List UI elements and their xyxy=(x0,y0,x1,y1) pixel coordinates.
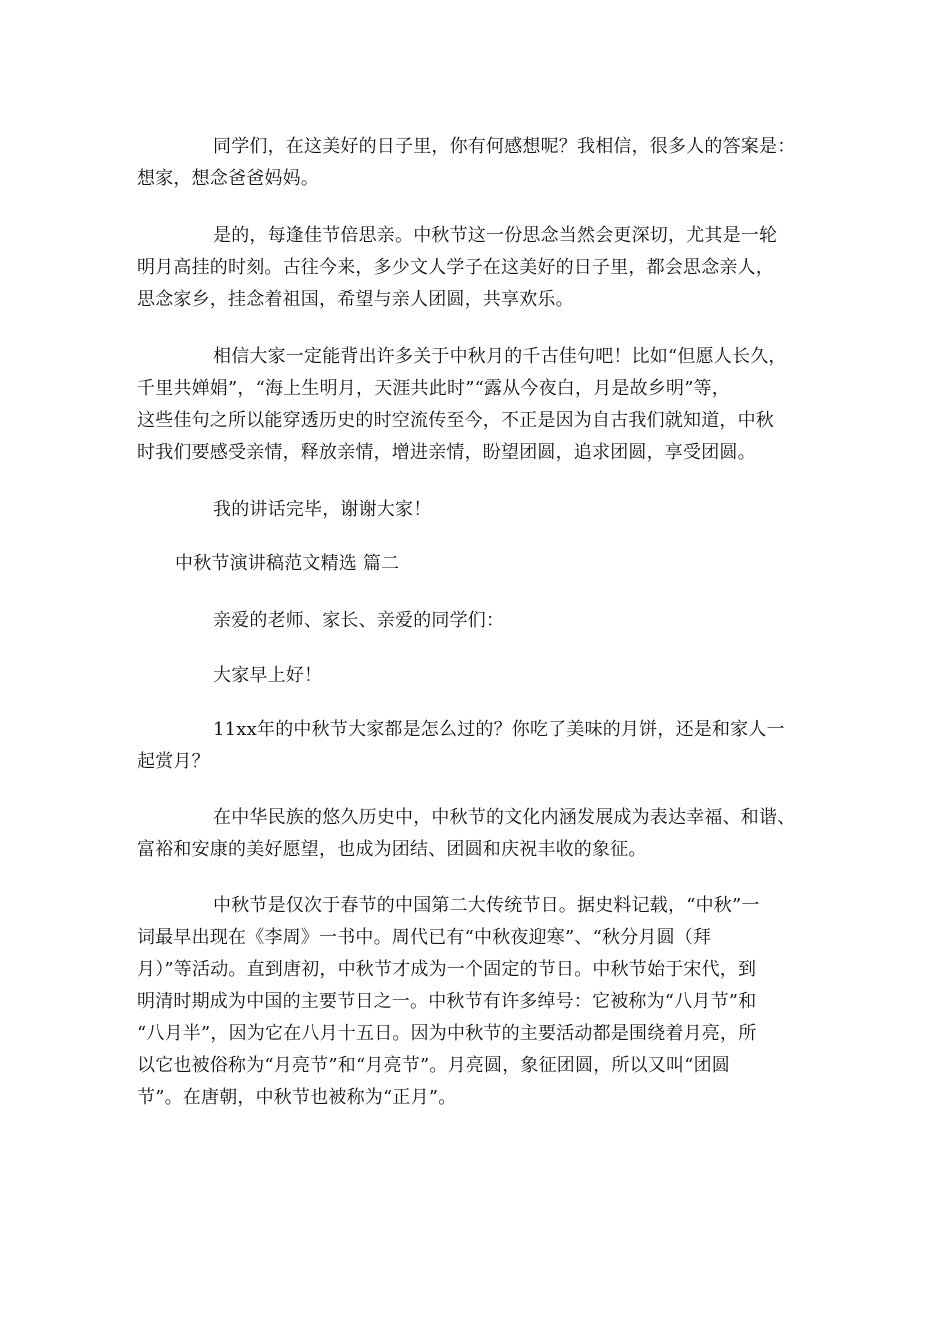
text-line: 起赏月？ xyxy=(137,751,210,772)
text-line: 同学们，在这美好的日子里，你有何感想呢？我相信，很多人的答案是： xyxy=(213,136,796,157)
text-line: 明清时期成为中国的主要节日之一。中秋节有许多绰号：它被称为“八月节”和 xyxy=(137,991,757,1012)
paragraph-history xyxy=(137,890,817,1114)
paragraph-salutation xyxy=(137,605,817,637)
paragraph-greeting xyxy=(137,660,817,692)
text-line: 相信大家一定能背出许多关于中秋月的千古佳句吧！比如“但愿人长久， xyxy=(213,346,787,367)
paragraph-missing-home xyxy=(137,131,817,195)
paragraph-festival-longing xyxy=(137,220,817,316)
text-line: 这些佳句之所以能穿透历史的时空流传至今，不正是因为自古我们就知道，中秋 xyxy=(137,410,774,431)
text-line: 富裕和安康的美好愿望，也成为团结、团圆和庆祝丰收的象征。 xyxy=(137,839,647,860)
text-line: 想家，想念爸爸妈妈。 xyxy=(137,168,319,189)
text-line: 是的，每逢佳节倍思亲。中秋节这一份思念当然会更深切，尤其是一轮 xyxy=(213,225,778,246)
heading-text: 中秋节演讲稿范文精选 篇二 xyxy=(175,553,400,574)
paragraph-famous-verses xyxy=(137,341,817,469)
text-line: 我的讲话完毕，谢谢大家！ xyxy=(213,499,432,520)
text-line: 月）”等活动。直到唐初，中秋节才成为一个固定的节日。中秋节始于宋代，到 xyxy=(137,959,757,980)
paragraph-how-spent xyxy=(137,714,817,778)
text-line: 亲爱的老师、家长、亲爱的同学们： xyxy=(213,610,505,631)
text-line: 中秋节是仅次于春节的中国第二大传统节日。据史料记载，“中秋”一 xyxy=(213,895,760,916)
paragraph-closing xyxy=(137,494,817,526)
text-line: 节”。在唐朝，中秋节也被称为“正月”。 xyxy=(137,1087,457,1108)
text-line: 时我们要感受亲情，释放亲情，增进亲情，盼望团圆，追求团圆，享受团圆。 xyxy=(137,442,756,463)
text-line: 思念家乡，挂念着祖国，希望与亲人团圆，共享欢乐。 xyxy=(137,289,574,310)
text-line: 大家早上好！ xyxy=(213,665,323,686)
text-line: 明月高挂的时刻。古往今来，多少文人学子在这美好的日子里，都会思念亲人， xyxy=(137,257,774,278)
paragraph-cultural-meaning xyxy=(137,802,817,866)
text-line: 千里共婵娟”，“海上生明月，天涯共此时”“露从今夜白，月是故乡明”等， xyxy=(137,378,731,399)
text-line: 11xx年的中秋节大家都是怎么过的？你吃了美味的月饼，还是和家人一 xyxy=(213,719,785,740)
section-heading xyxy=(137,548,817,580)
text-line: 以它也被俗称为“月亮节”和“月亮节”。月亮圆，象征团圆，所以又叫“团圆 xyxy=(137,1055,731,1076)
text-line: 词最早出现在《李周》一书中。周代已有“中秋夜迎寒”、“秋分月圆（拜 xyxy=(137,927,712,948)
text-line: 在中华民族的悠久历史中，中秋节的文化内涵发展成为表达幸福、和谐、 xyxy=(213,807,796,828)
text-line: “八月半”，因为它在八月十五日。因为中秋节的主要活动都是围绕着月亮，所 xyxy=(137,1023,757,1044)
